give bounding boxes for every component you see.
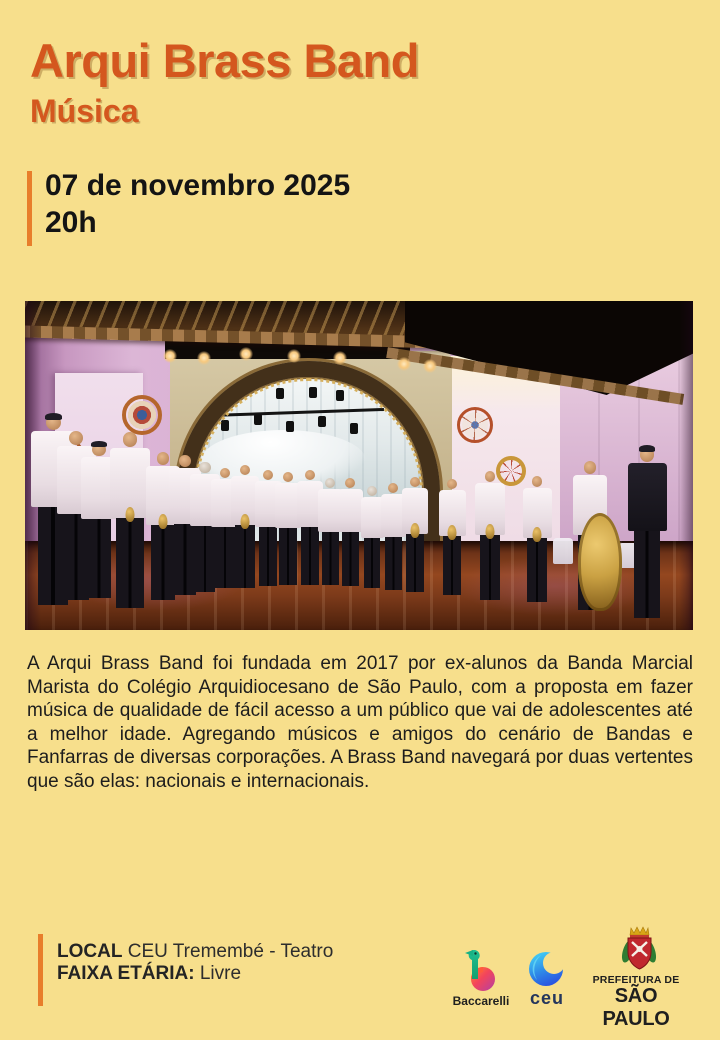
local-line (57, 941, 417, 963)
tuba-instrument (578, 513, 622, 611)
age-value: Livre (199, 962, 242, 984)
band-member (338, 478, 363, 586)
page-title: Arqui Brass Band (30, 34, 419, 87)
ceiling-light-glow (423, 359, 437, 373)
photo-edge-shadow (679, 301, 693, 630)
local-label: LOCAL (57, 941, 123, 962)
white-chair (553, 538, 573, 564)
session-info (45, 167, 545, 241)
ceu-logo-icon (527, 949, 567, 989)
brass-instrument (159, 514, 168, 529)
band-member (402, 477, 428, 592)
baccarelli-logo-icon (461, 947, 499, 993)
ceiling-light-glow (397, 357, 411, 371)
dreamcatcher-decoration (122, 395, 162, 435)
session-time: 20h (45, 206, 97, 239)
age-line (57, 963, 417, 985)
band-photo (25, 301, 693, 630)
band-member (523, 476, 552, 602)
ceiling-light-glow (239, 347, 253, 361)
age-label: FAIXA ETÁRIA: (57, 962, 195, 984)
date-accent-bar (27, 171, 32, 246)
band-member (475, 471, 505, 600)
session-date: 07 de novembro 2025 (45, 169, 351, 202)
brass-instrument (126, 507, 135, 522)
footer-accent-bar (38, 934, 43, 1006)
category-subtitle: Música (30, 93, 139, 129)
brass-instrument (486, 524, 495, 539)
event-description: A Arqui Brass Band foi fundada em 2017 por ex-alunos da Banda Marcial Marista do Colégio Arquidiocesano de São Paulo, com a proposta em fazer música de qualidade de fácil acesso a um público que vai de adolescentes até a melhor idade. Agregando músicos e amigos do cenário de Bandas e Fanfarras de diversas corporações. A Brass Band navegará por duas vertentes que são elas: nacionais e internacionais. (27, 653, 693, 792)
brass-instrument (448, 525, 457, 540)
ceiling-light-glow (287, 349, 301, 363)
baccarelli-logo-label: Baccarelli (452, 994, 510, 1008)
local-value: CEU Tremembé - Teatro (127, 941, 334, 962)
footer-info (57, 941, 417, 984)
brass-instrument (411, 523, 420, 538)
band-member (628, 447, 667, 618)
prefeitura-label-line2: SÃO PAULO (602, 985, 670, 1030)
ceiling-light-glow (197, 351, 211, 365)
prefeitura-sao-paulo-crest-icon (620, 925, 658, 973)
brass-instrument (533, 527, 542, 542)
band-member (439, 479, 466, 595)
band-member (110, 432, 150, 608)
ceiling-light-glow (163, 349, 177, 363)
ceiling-light-glow (333, 351, 347, 365)
prefeitura-label-line1: PREFEITURA DE (592, 974, 680, 986)
brass-instrument (241, 514, 250, 529)
ceu-logo-label: ceu (529, 988, 565, 1008)
web-wheel-decoration (457, 407, 493, 443)
